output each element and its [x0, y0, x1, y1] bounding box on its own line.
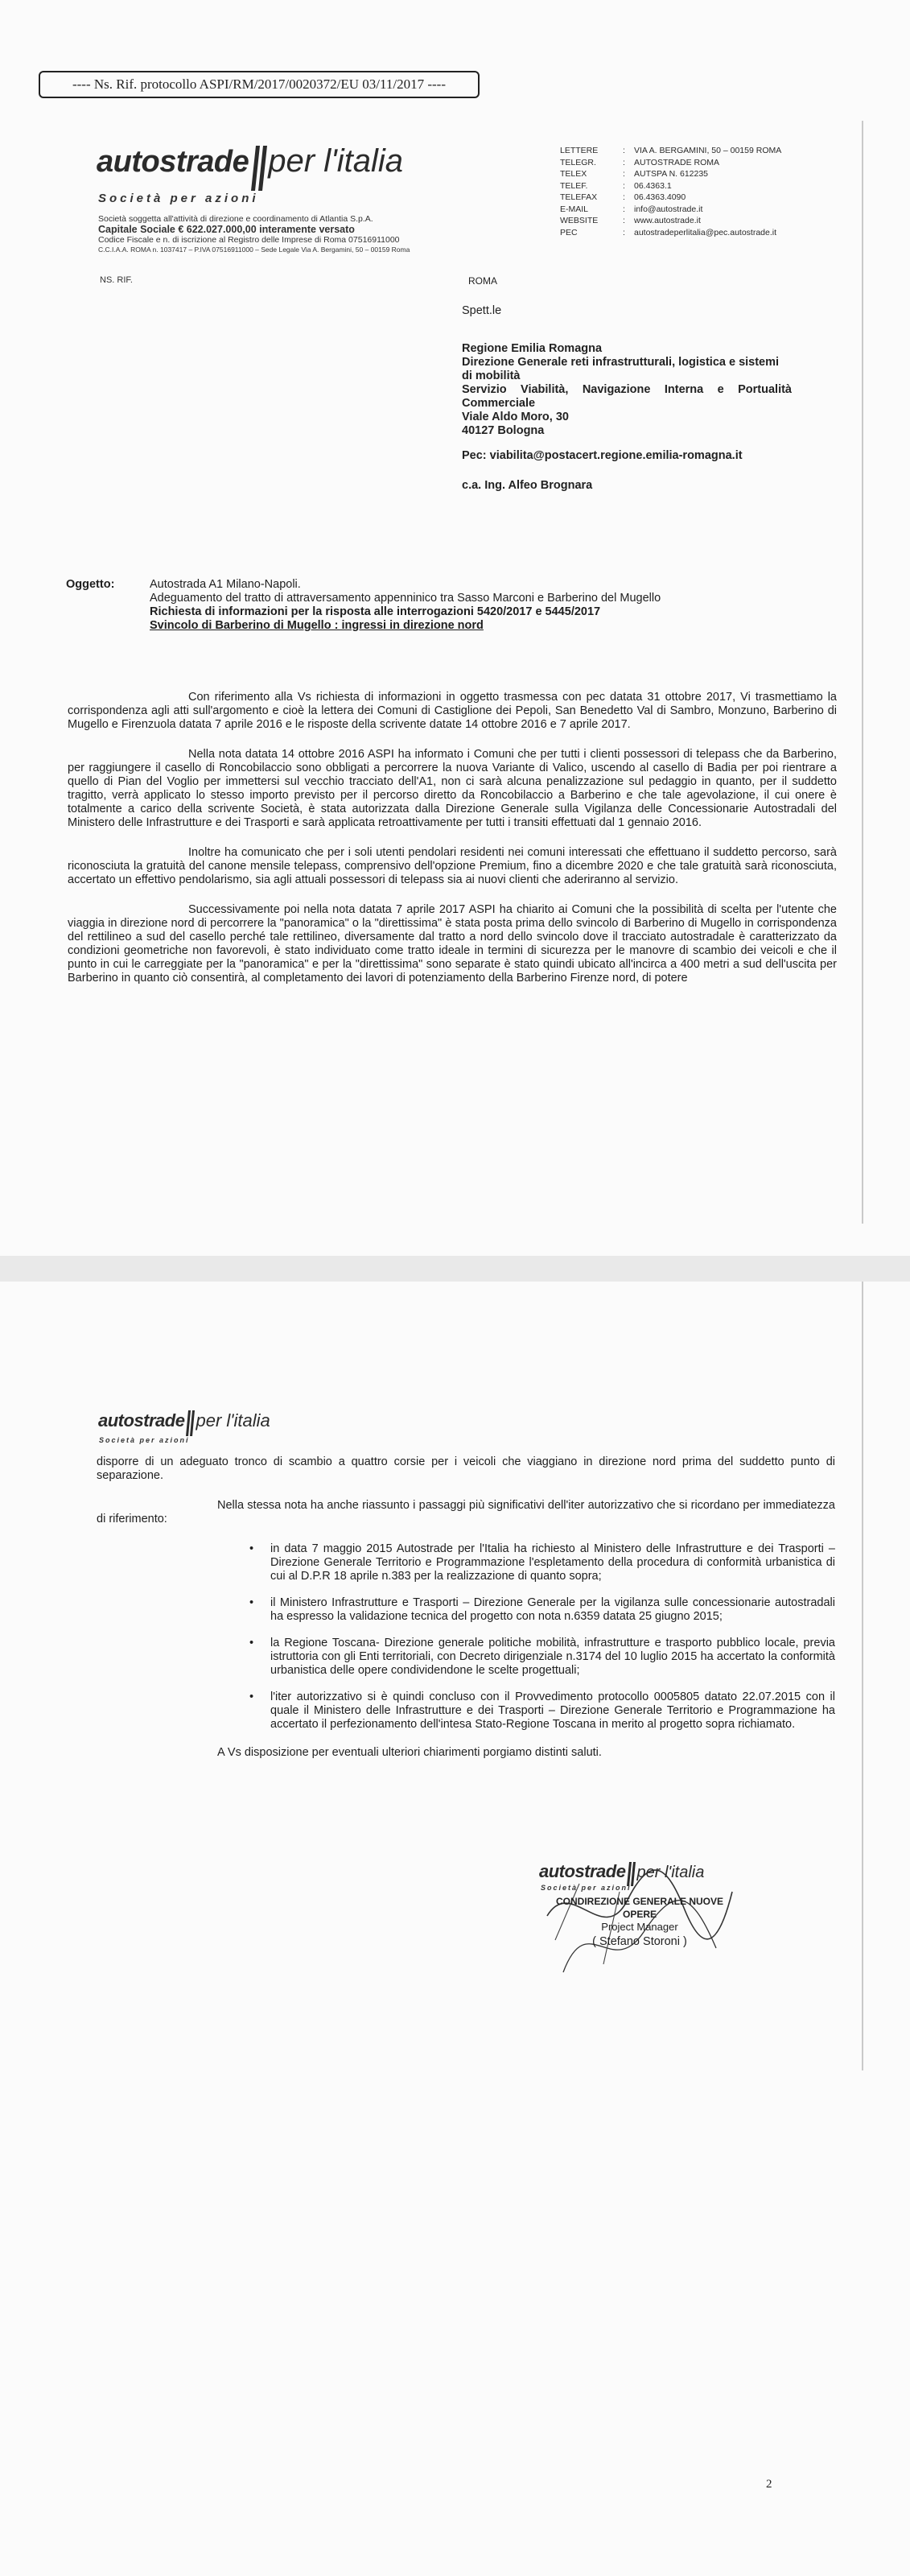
- protocol-box: ---- Ns. Rif. protocollo ASPI/RM/2017/0020372/EU 03/11/2017 ----: [39, 71, 480, 98]
- stamp-text: [539, 1895, 740, 1948]
- page-edge-line: [862, 121, 863, 1224]
- corporate-capital: Capitale Sociale € 622.027.000,00 interamente versato: [98, 224, 355, 235]
- stamp-autostrade-word: autostrade: [539, 1861, 626, 1881]
- letter-page-1: [0, 0, 910, 1256]
- signatory-office: CONDIREZIONE GENERALE NUOVE OPERE: [555, 1896, 724, 1920]
- logo-autostrade-word: autostrade: [98, 1410, 185, 1431]
- logo-spa-text: Società per azioni: [98, 192, 259, 205]
- list-item: • l'iter autorizzativo si è quindi concluso con il Provvedimento protocollo 0005805 datato 22.07.2015 con il quale il Ministero delle Infrastrutture e dei Trasporti – Direzione Generale Territorio e Programmazione ha accertato il perfezionamento dell'intesa Stato-Regione Toscana in merito al progetto sopra richiamato.: [270, 1690, 835, 1732]
- salutation-spett: Spett.le: [462, 304, 502, 317]
- contact-row: PEC : autostradeperlitalia@pec.autostrade.it: [560, 227, 777, 237]
- subject-line: Svincolo di Barberino di Mugello : ingressi in direzione nord: [150, 619, 484, 632]
- iter-list: [97, 1542, 835, 1732]
- contact-row: TELEGR. : AUTOSTRADE ROMA: [560, 157, 719, 167]
- recipient-line: 40127 Bologna: [462, 424, 545, 437]
- subject-label: Oggetto:: [66, 578, 115, 591]
- letter-city: ROMA: [468, 275, 497, 287]
- body-paragraph: disporre di un adeguato tronco di scambio a quattro corsie per i veicoli che viaggiano in direzione nord prima del suddetto punto di separazione.: [97, 1455, 835, 1482]
- signature-stamp: [531, 1860, 772, 1996]
- logo-spa-text: Società per azioni: [99, 1436, 190, 1444]
- subject-line: Autostrada A1 Milano-Napoli.: [150, 578, 301, 591]
- logo-autostrade-word: autostrade: [97, 145, 249, 179]
- stamp-double-bar-icon: [625, 1862, 636, 1886]
- corporate-line: Codice Fiscale e n. di iscrizione al Registro delle Imprese di Roma 07516911000: [98, 235, 400, 245]
- recipient-line: Direzione Generale reti infrastrutturali, logistica e sistemi di mobilità: [462, 356, 780, 382]
- autostrade-logo: [97, 143, 403, 191]
- contact-row: LETTERE : VIA A. BERGAMINI, 50 – 00159 ROMA: [560, 146, 782, 155]
- letter-body-page-1: [68, 691, 837, 1001]
- body-paragraph: Inoltre ha comunicato che per i soli utenti pendolari residenti nei comuni interessati che effettuano il suddetto percorso, sarà riconosciuta la gratuità del canone mensile telepass, comprensivo dell'opzione Premium, fino a dicembre 2020 e che tale gratuità sarà riconosciuta, accertato un effettivo pendolarismo, sia agli attuali possessori di telepass sia ai nuovi clienti che aderiranno al servizio.: [68, 846, 837, 886]
- letter-body-page-2: [97, 1455, 835, 1776]
- recipient-block: [462, 304, 792, 493]
- contact-row: TELEX : AUTSPA N. 612235: [560, 169, 709, 179]
- stamp-per-litalia: per l'italia: [636, 1864, 705, 1881]
- list-item: • in data 7 maggio 2015 Autostrade per l'Italia ha richiesto al Ministero delle Infrastrutture e dei Trasporti – Direzione Generale Territorio e Programmazione l'espletamento della procedura di conformità urbanistica di cui al D.P.R 18 aprile n.383 per la realizzazione di quanto sopra;: [270, 1542, 835, 1583]
- recipient-line: Servizio Viabilità, Navigazione Interna e Portualità Commerciale: [462, 383, 792, 410]
- list-item: • il Ministero Infrastrutture e Trasporti – Direzione Generale per la vigilanza sulle concessionarie autostradali ha espresso la validazione tecnica del progetto con nota n.6359 datata 25 giugno 2015;: [270, 1596, 835, 1624]
- body-paragraph: Nella nota datata 14 ottobre 2016 ASPI ha informato i Comuni che per tutti i clienti possessori di telepass che da Barberino, per raggiungere il casello di Roncobilaccio sono obbligati a percorrere la nuova Variante di Valico, uscendo al casello di Badia per poi rientrare a quello di Pian del Voglio per immettersi sul vecchio tracciato dell'A1, non ci sarà alcuna penalizzazione sul pedaggio in quanto, per il suddetto tragitto, verrà applicato lo stesso importo previsto per il percorso diretto da Roncobilaccio a Barberino e che tale agevolazione, il cui onere è totalmente a carico della scrivente Società, è stata autorizzata dalla Direzione Generale sulla Vigilanza delle Concessionarie Autostradali del Ministero delle Infrastrutture e dei Trasporti e sarà applicata retroattivamente per tutti i transiti effettuati dal 1 gennaio 2016.: [68, 748, 837, 829]
- contact-row: TELEF. : 06.4363.1: [560, 180, 672, 191]
- contact-row: E-MAIL : info@autostrade.it: [560, 204, 703, 214]
- body-paragraph: Con riferimento alla Vs richiesta di informazioni in oggetto trasmessa con pec datata 31 ottobre 2017, Vi trasmettiamo la corrispondenza agli atti sull'argomento e cioè la lettera dei Comuni di Castiglione dei Pepoli, San Benedetto Val di Sambro, Monzuno, Barberino di Mugello e Firenzuola datata 7 aprile 2016 e le risposte della scrivente datate 14 ottobre 2016 e 7 aprile 2017.: [68, 691, 837, 731]
- corporate-line: C.C.I.A.A. ROMA n. 1037417 – P.IVA 07516911000 – Sede Legale Via A. Bergamini, 50 – 00159 Roma: [98, 246, 410, 254]
- subject-line: Richiesta di informazioni per la risposta alle interrogazioni 5420/2017 e 5445/2017: [150, 605, 601, 618]
- contact-row: TELEFAX : 06.4363.4090: [560, 192, 686, 202]
- recipient-line: Regione Emilia Romagna: [462, 342, 603, 355]
- list-item: • la Regione Toscana- Direzione generale politiche mobilità, infrastrutture e trasporto pubblico locale, previa istruttoria con gli Enti territoriali, con Decreto dirigenziale n.3174 del 10 luglio 2015 ha accertato la conformità urbanistica delle opere condividendone le scelte progettuali;: [270, 1637, 835, 1678]
- page-number: 2: [766, 2478, 772, 2491]
- corporate-info: [98, 214, 468, 254]
- autostrade-logo-small: [98, 1410, 270, 1436]
- stamp-spa-text: Società per azioni: [541, 1884, 632, 1892]
- contact-row: WEBSITE : www.autostrade.it: [560, 216, 701, 225]
- subject-line: Adeguamento del tratto di attraversamento appenninico tra Sasso Marconi e Barberino del Mugello: [150, 592, 661, 605]
- logo-per-litalia: per l'italia: [268, 143, 403, 179]
- stamp-logo: [539, 1861, 704, 1886]
- closing-paragraph: A Vs disposizione per eventuali ulteriori chiarimenti porgiamo distinti saluti.: [217, 1746, 602, 1759]
- ns-rif-label: NS. RIF.: [100, 275, 133, 285]
- page-edge-line: [862, 1282, 863, 2070]
- body-paragraph: Nella stessa nota ha anche riassunto i passaggi più significativi dell'iter autorizzativo che si ricordano per immediatezza di riferimento:: [97, 1499, 835, 1525]
- recipient-pec: Pec: viabilita@postacert.regione.emilia-romagna.it: [462, 449, 743, 462]
- logo-per-litalia: per l'italia: [196, 1410, 270, 1431]
- recipient-line: Viale Aldo Moro, 30: [462, 411, 569, 423]
- signatory-name: ( Stefano Storoni ): [592, 1935, 687, 1948]
- signatory-role: Project Manager: [601, 1921, 678, 1933]
- corporate-line: Società soggetta all'attività di direzione e coordinamento di Atlantia S.p.A.: [98, 214, 373, 224]
- subject-block: [66, 578, 830, 633]
- recipient-attention: c.a. Ing. Alfeo Brognara: [462, 479, 593, 492]
- contact-block: [560, 145, 781, 238]
- logo-double-bar-icon: [184, 1410, 196, 1436]
- logo-double-bar-icon: [249, 146, 268, 191]
- body-paragraph: Successivamente poi nella nota datata 7 aprile 2017 ASPI ha chiarito ai Comuni che la possibilità di scelta per l'utente che viaggia in direzione nord di percorrere la "panoramica" o la "direttissima" è stata posta prima dello svincolo di Barberino di Mugello in corrispondenza del rettilineo a sud del casello perché tale rettilineo, diversamente dal tratto a nord dello svincolo dove il tracciato autostradale è caratterizzato da condizioni geometriche non favorevoli, è stato individuato come tratto ideale in termini di sicurezza per le manovre di scambio dei veicoli e che il punto in cui le carreggiate per la "panoramica" e per la "direttissima" sono separate è stato quindi ubicato all'incirca a 400 metri a sud dell'uscita per Barberino in quanto ciò consentirà, al completamento dei lavori di potenziamento della Barberino Firenze nord, di potere: [68, 903, 837, 985]
